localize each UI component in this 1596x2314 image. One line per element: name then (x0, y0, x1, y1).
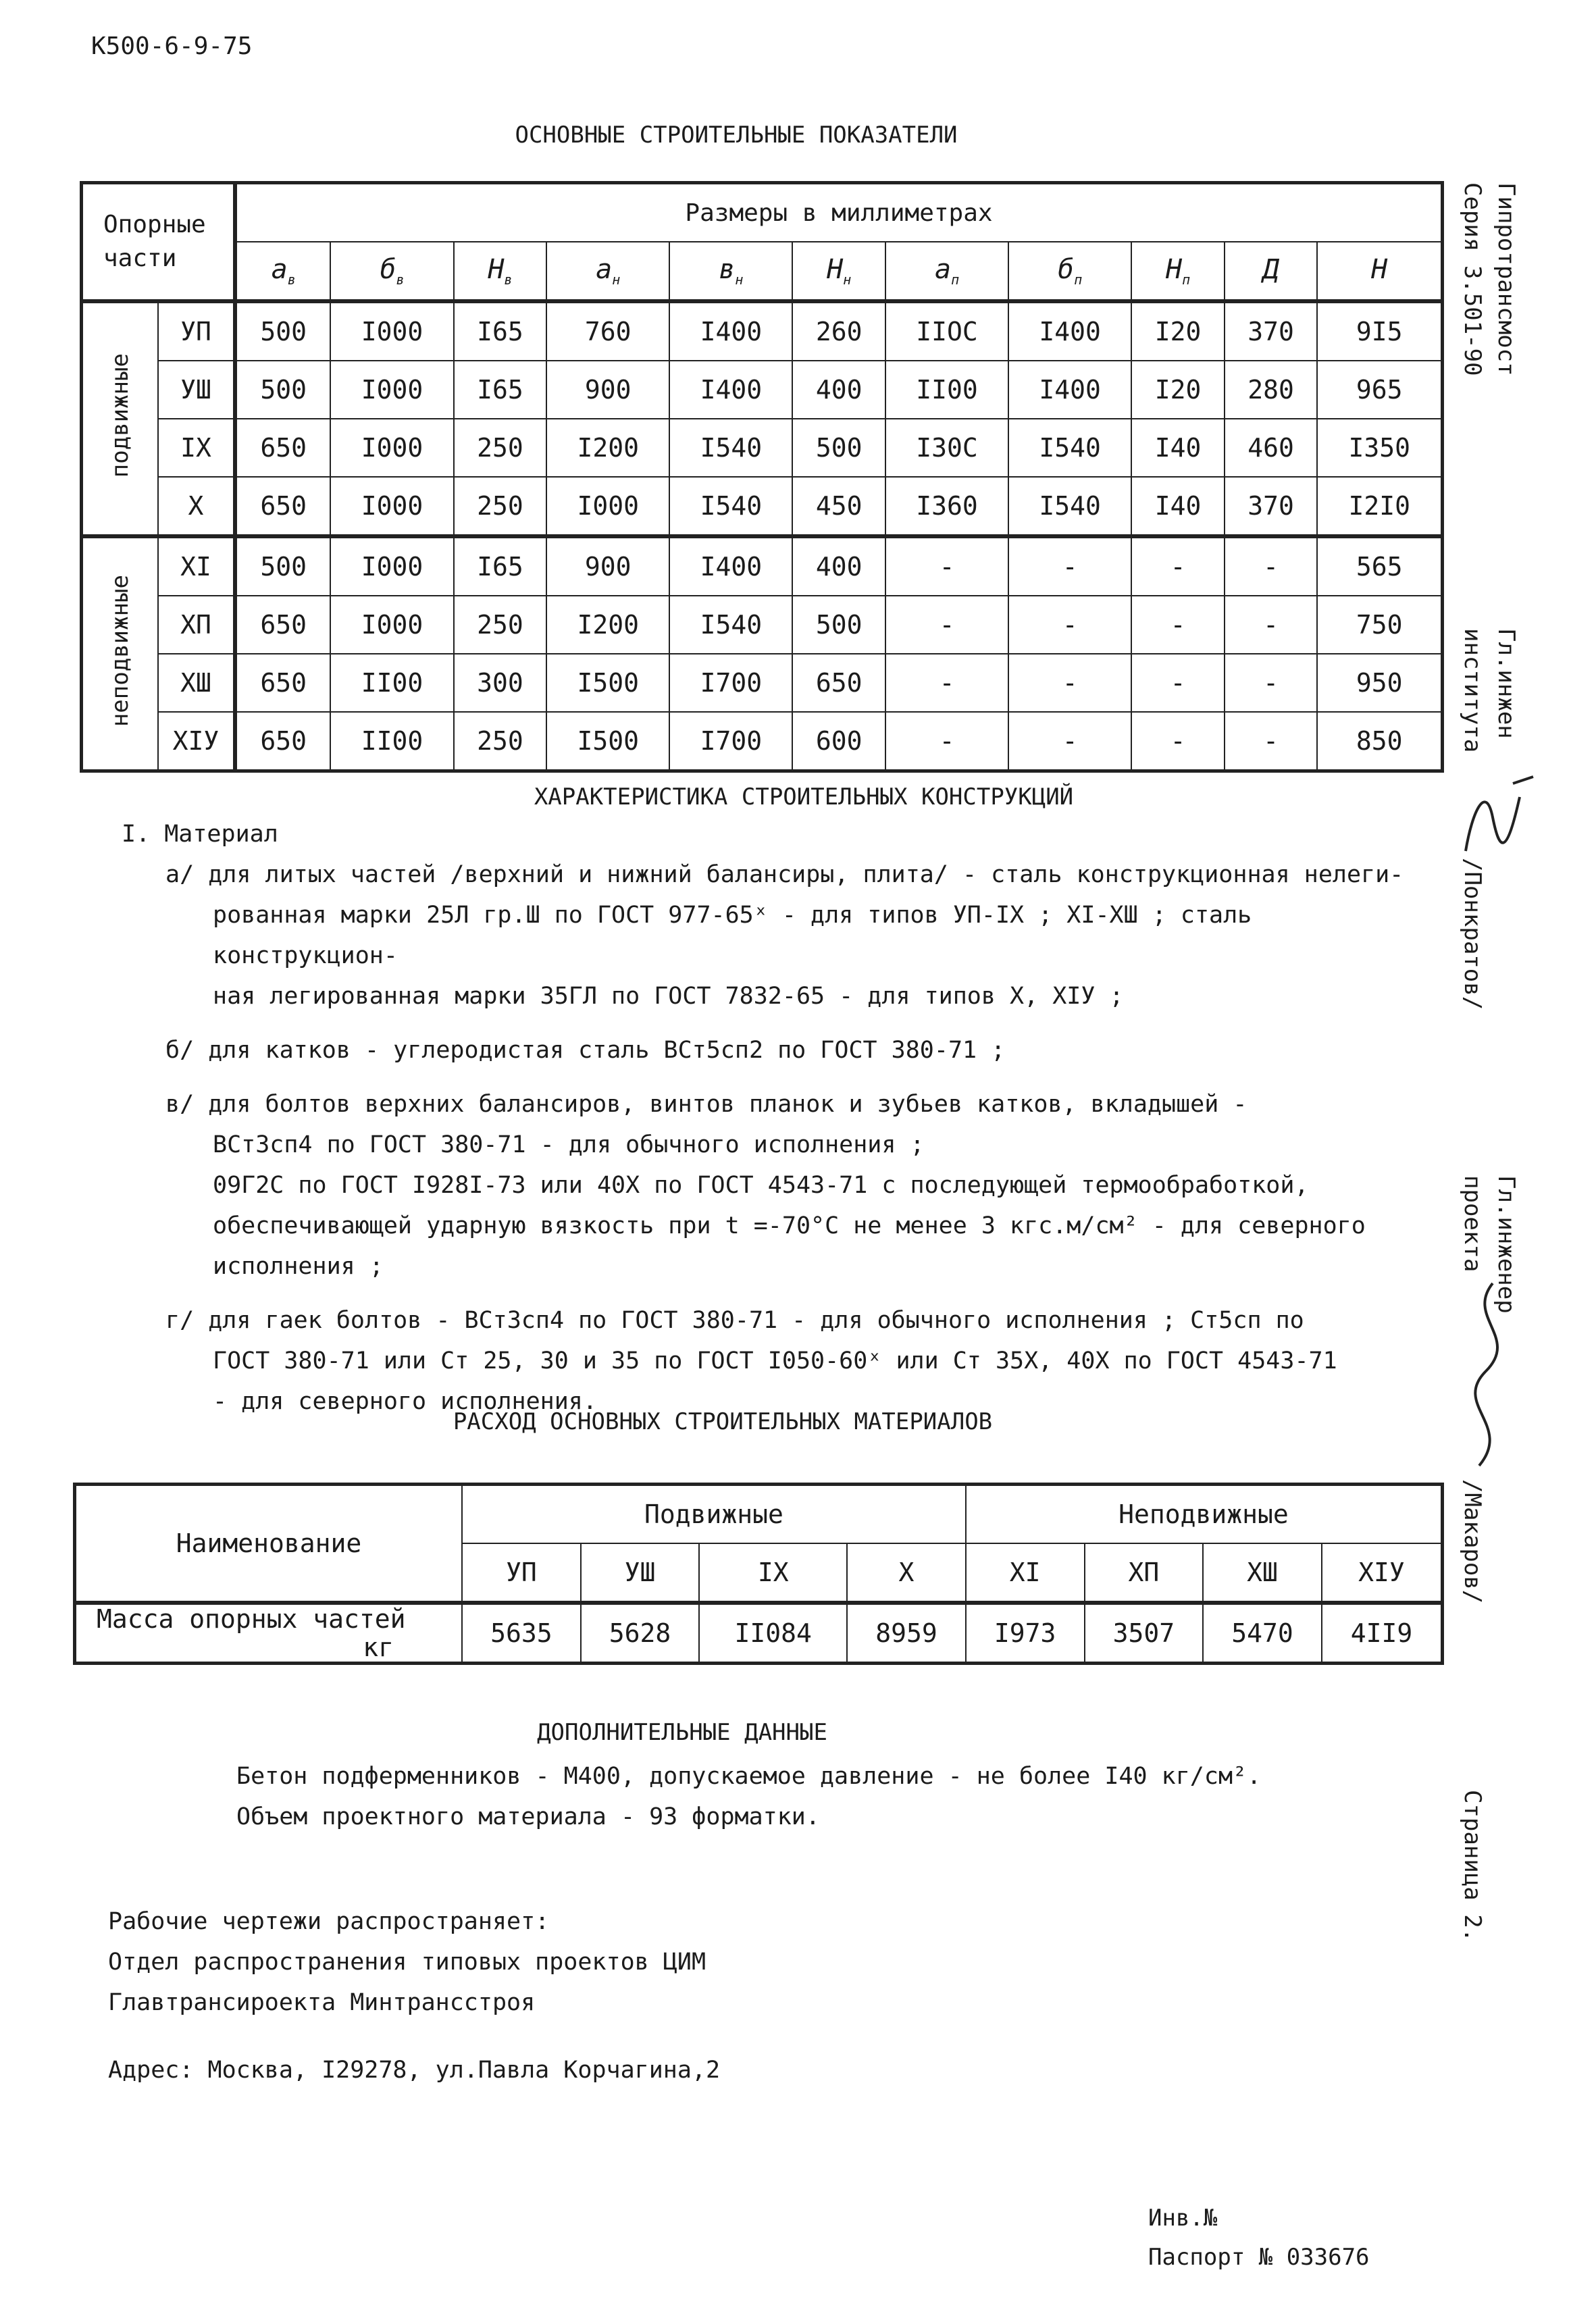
value-cell: 950 (1317, 654, 1442, 712)
dim-subscript: в (504, 272, 513, 288)
dim-header (792, 242, 885, 301)
distribution-section (108, 1901, 1432, 2090)
type-header: УШ (581, 1543, 700, 1603)
table-row (82, 654, 1443, 712)
value-cell: I40 (1131, 477, 1225, 536)
dim-header (235, 242, 330, 301)
mass-label-line1: Масса опорных частей (97, 1604, 406, 1634)
type-cell: УШ (158, 361, 235, 419)
value-cell: 650 (792, 654, 885, 712)
fixed-header: Неподвижные (966, 1485, 1443, 1544)
value-cell: 500 (792, 596, 885, 654)
value-cell: I540 (669, 419, 792, 477)
dim-symbol: в (719, 254, 736, 285)
dim-header (330, 242, 453, 301)
value-cell: I200 (546, 596, 669, 654)
type-cell: XI (158, 536, 235, 596)
value-cell: I000 (330, 536, 453, 596)
table-row (82, 712, 1443, 771)
material-v-line4: обеспечивающей ударную вязкость при t =-70°С не менее 3 кгс.м/см² - для северного (213, 1212, 1366, 1239)
material-a-line2: рованная марки 25Л гр.Ш по ГОСТ 977-65ˣ - для типов УП-IX ; XI-XШ ; сталь конструкцион- (213, 902, 1252, 969)
dim-symbol: Н (827, 254, 844, 285)
value-cell: - (885, 712, 1008, 771)
value-cell: 900 (546, 361, 669, 419)
mass-value: 5470 (1203, 1603, 1322, 1664)
dim-symbol: а (596, 254, 613, 285)
dim-symbol: б (380, 254, 396, 285)
mass-value: 3507 (1085, 1603, 1204, 1664)
extra-line1: Бетон подферменников - М400, допускаемое давление - не более I40 кг/см². (236, 1763, 1262, 1790)
value-cell: 500 (792, 419, 885, 477)
group-label (82, 301, 159, 536)
value-cell: 650 (235, 596, 330, 654)
table-row (82, 301, 1443, 361)
material-b-line1: б/ для катков - углеродистая сталь ВСт5сп2 по ГОСТ 380-71 ; (165, 1037, 1006, 1064)
value-cell: 650 (235, 419, 330, 477)
value-cell: - (1008, 654, 1131, 712)
value-cell: 260 (792, 301, 885, 361)
value-cell: I540 (1008, 419, 1131, 477)
mass-value: 5628 (581, 1603, 700, 1664)
value-cell: 900 (546, 536, 669, 596)
side-signature-1: /Понкратов/ (1459, 858, 1486, 1010)
title-extra: ДОПОЛНИТЕЛЬНЫЕ ДАННЫЕ (537, 1719, 827, 1746)
value-cell: I20 (1131, 301, 1225, 361)
value-cell: - (1131, 536, 1225, 596)
value-cell: I540 (669, 477, 792, 536)
value-cell: 460 (1225, 419, 1318, 477)
value-cell: I000 (330, 596, 453, 654)
title-main: ОСНОВНЫЕ СТРОИТЕЛЬНЫЕ ПОКАЗАТЕЛИ (515, 122, 958, 149)
side-signature-2: /Макаров/ (1459, 1479, 1486, 1604)
title-characteristics: ХАРАКТЕРИСТИКА СТРОИТЕЛЬНЫХ КОНСТРУКЦИЙ (534, 783, 1074, 811)
value-cell: I000 (546, 477, 669, 536)
side-eng-inst-1: Гл.инжен (1493, 628, 1520, 739)
value-cell: I700 (669, 712, 792, 771)
value-cell: 9I5 (1317, 301, 1442, 361)
type-header: XШ (1203, 1543, 1322, 1603)
materials-table (73, 1483, 1444, 1665)
value-cell: 500 (235, 361, 330, 419)
value-cell: 600 (792, 712, 885, 771)
dim-header (546, 242, 669, 301)
material-v-line1: в/ для болтов верхних балансиров, винтов планок и зубьев катков, вкладышей - (165, 1091, 1247, 1118)
dim-symbol: Д (1262, 254, 1279, 285)
value-cell: I400 (1008, 361, 1131, 419)
value-cell: I400 (669, 361, 792, 419)
material-a-line1: а/ для литых частей /верхний и нижний балансиры, плита/ - сталь конструкционная нелеги- (165, 861, 1404, 888)
passport-block (1148, 2199, 1370, 2277)
dim-header (1008, 242, 1131, 301)
movable-header: Подвижные (462, 1485, 966, 1544)
inventory-number: Инв.№ (1148, 2205, 1218, 2232)
extra-line2: Объем проектного материала - 93 форматки. (236, 1803, 820, 1830)
mass-value: 4II9 (1322, 1603, 1443, 1664)
value-cell: IIOC (885, 301, 1008, 361)
dim-header (1131, 242, 1225, 301)
dim-symbol: а (934, 254, 952, 285)
value-cell: 500 (235, 301, 330, 361)
passport-number: Паспорт № 033676 (1148, 2244, 1370, 2271)
group-label-text: неподвижные (107, 574, 134, 727)
value-cell: - (1008, 712, 1131, 771)
value-cell: 850 (1317, 712, 1442, 771)
side-eng-proj-2: проекта (1459, 1175, 1486, 1272)
dim-header (1317, 242, 1442, 301)
group-label-text: подвижные (107, 353, 134, 478)
value-cell: I65 (454, 536, 547, 596)
value-cell: 565 (1317, 536, 1442, 596)
value-cell: 250 (454, 419, 547, 477)
side-series: Серия 3.501-90 (1459, 182, 1486, 376)
type-header: XI (966, 1543, 1085, 1603)
value-cell: - (1225, 596, 1318, 654)
value-cell: - (1008, 596, 1131, 654)
value-cell: 370 (1225, 477, 1318, 536)
value-cell: 370 (1225, 301, 1318, 361)
value-cell: I200 (546, 419, 669, 477)
value-cell: 650 (235, 712, 330, 771)
value-cell: - (1131, 712, 1225, 771)
name-header: Наименование (75, 1485, 463, 1603)
value-cell: 760 (546, 301, 669, 361)
value-cell: 280 (1225, 361, 1318, 419)
value-cell: 250 (454, 477, 547, 536)
material-heading: I. Материал (122, 821, 278, 848)
type-header: XIУ (1322, 1543, 1443, 1603)
material-section (122, 814, 1445, 1422)
dim-header (1225, 242, 1318, 301)
value-cell: - (1008, 536, 1131, 596)
value-cell: II00 (330, 712, 453, 771)
address-line: Адрес: Москва, I29278, ул.Павла Корчагина,2 (108, 2057, 721, 2084)
value-cell: - (1131, 654, 1225, 712)
dist-line3: Главтрансироекта Минтрансстроя (108, 1989, 536, 2016)
type-header: УП (462, 1543, 581, 1603)
mass-label (75, 1603, 463, 1664)
dim-subscript: н (612, 272, 621, 288)
type-cell: XШ (158, 654, 235, 712)
value-cell: 500 (235, 536, 330, 596)
value-cell: 400 (792, 361, 885, 419)
material-v-line2: ВСт3сп4 по ГОСТ 380-71 - для обычного исполнения ; (213, 1131, 925, 1158)
dim-symbol: а (271, 254, 288, 285)
value-cell: 250 (454, 712, 547, 771)
value-cell: I000 (330, 419, 453, 477)
value-cell: - (885, 654, 1008, 712)
value-cell: I65 (454, 361, 547, 419)
extra-section (236, 1756, 1560, 1837)
side-org: Гипротрансмост (1493, 182, 1520, 376)
value-cell: I400 (669, 536, 792, 596)
dim-subscript: н (735, 272, 744, 288)
value-cell: I400 (1008, 301, 1131, 361)
material-a-line3: ная легированная марки 35ГЛ по ГОСТ 7832-65 - для типов X, XIУ ; (213, 983, 1124, 1010)
mass-value: 5635 (462, 1603, 581, 1664)
type-cell: XП (158, 596, 235, 654)
dim-subscript: в (396, 272, 405, 288)
side-page: Страница 2. (1459, 1790, 1486, 1943)
mass-value: II084 (699, 1603, 847, 1664)
material-g-line3: - для северного исполнения. (213, 1388, 597, 1415)
signature-mark-2 (1452, 1277, 1540, 1479)
value-cell: I500 (546, 654, 669, 712)
dist-line1: Рабочие чертежи распространяет: (108, 1908, 550, 1935)
side-eng-inst-2: института (1459, 628, 1486, 753)
document-code: К500-6-9-75 (91, 32, 253, 60)
value-cell: 250 (454, 596, 547, 654)
value-cell: 965 (1317, 361, 1442, 419)
value-cell: 750 (1317, 596, 1442, 654)
value-cell: I40 (1131, 419, 1225, 477)
dim-header (885, 242, 1008, 301)
table-row (82, 361, 1443, 419)
value-cell: I400 (669, 301, 792, 361)
value-cell: II00 (885, 361, 1008, 419)
type-cell: XIУ (158, 712, 235, 771)
value-cell: - (885, 536, 1008, 596)
material-g-line2: ГОСТ 380-71 или Ст 25, 30 и 35 по ГОСТ I050-60ˣ или Ст 35Х, 40Х по ГОСТ 4543-71 (213, 1347, 1337, 1374)
value-cell: - (1225, 536, 1318, 596)
dim-subscript: н (843, 272, 852, 288)
value-cell: II00 (330, 654, 453, 712)
value-cell: I000 (330, 477, 453, 536)
dim-subscript: п (1074, 272, 1083, 288)
material-g-line1: г/ для гаек болтов - ВСт3сп4 по ГОСТ 380-71 - для обычного исполнения ; Ст5сп по (165, 1307, 1304, 1334)
dim-subscript: в (287, 272, 296, 288)
dims-header: Размеры в миллиметрах (235, 183, 1443, 242)
dim-header (669, 242, 792, 301)
dim-subscript: п (951, 272, 960, 288)
value-cell: 400 (792, 536, 885, 596)
dim-symbol: Н (488, 254, 505, 285)
material-v-line3: 09Г2С по ГОСТ I928I-73 или 40Х по ГОСТ 4543-71 с последующей термообработкой, (213, 1172, 1309, 1199)
group-label (82, 536, 159, 771)
title-consumption: РАСХОД ОСНОВНЫХ СТРОИТЕЛЬНЫХ МАТЕРИАЛОВ (453, 1408, 993, 1435)
dim-symbol: Н (1165, 254, 1183, 285)
value-cell: 650 (235, 477, 330, 536)
value-cell: I000 (330, 361, 453, 419)
support-parts-header: Опорные части (82, 183, 236, 302)
value-cell: I000 (330, 301, 453, 361)
table-row (82, 419, 1443, 477)
mass-value: I973 (966, 1603, 1085, 1664)
type-cell: X (158, 477, 235, 536)
value-cell: 300 (454, 654, 547, 712)
value-cell: - (1225, 712, 1318, 771)
value-cell: I700 (669, 654, 792, 712)
type-header: XП (1085, 1543, 1204, 1603)
value-cell: I2I0 (1317, 477, 1442, 536)
dim-symbol: б (1058, 254, 1075, 285)
value-cell: I350 (1317, 419, 1442, 477)
side-eng-proj-1: Гл.инженер (1493, 1175, 1520, 1314)
dist-line2: Отдел распространения типовых проектов ЦИМ (108, 1949, 706, 1976)
value-cell: I540 (669, 596, 792, 654)
value-cell: 650 (235, 654, 330, 712)
dim-symbol: Н (1371, 254, 1388, 285)
table-row (82, 596, 1443, 654)
material-v-line5: исполнения ; (213, 1253, 384, 1280)
dim-subscript: п (1182, 272, 1191, 288)
value-cell: I20 (1131, 361, 1225, 419)
mass-value: 8959 (847, 1603, 966, 1664)
dimensions-table (80, 181, 1444, 773)
type-header: X (847, 1543, 966, 1603)
table-row (82, 536, 1443, 596)
type-cell: УП (158, 301, 235, 361)
value-cell: I30C (885, 419, 1008, 477)
value-cell: I360 (885, 477, 1008, 536)
value-cell: I65 (454, 301, 547, 361)
dim-header (454, 242, 547, 301)
value-cell: - (1225, 654, 1318, 712)
type-header: IX (699, 1543, 847, 1603)
value-cell: - (1131, 596, 1225, 654)
value-cell: 450 (792, 477, 885, 536)
value-cell: I540 (1008, 477, 1131, 536)
mass-label-unit: кг (363, 1632, 394, 1662)
value-cell: I500 (546, 712, 669, 771)
type-cell: IX (158, 419, 235, 477)
value-cell: - (885, 596, 1008, 654)
signature-mark-1 (1452, 770, 1540, 871)
table-row (82, 477, 1443, 536)
